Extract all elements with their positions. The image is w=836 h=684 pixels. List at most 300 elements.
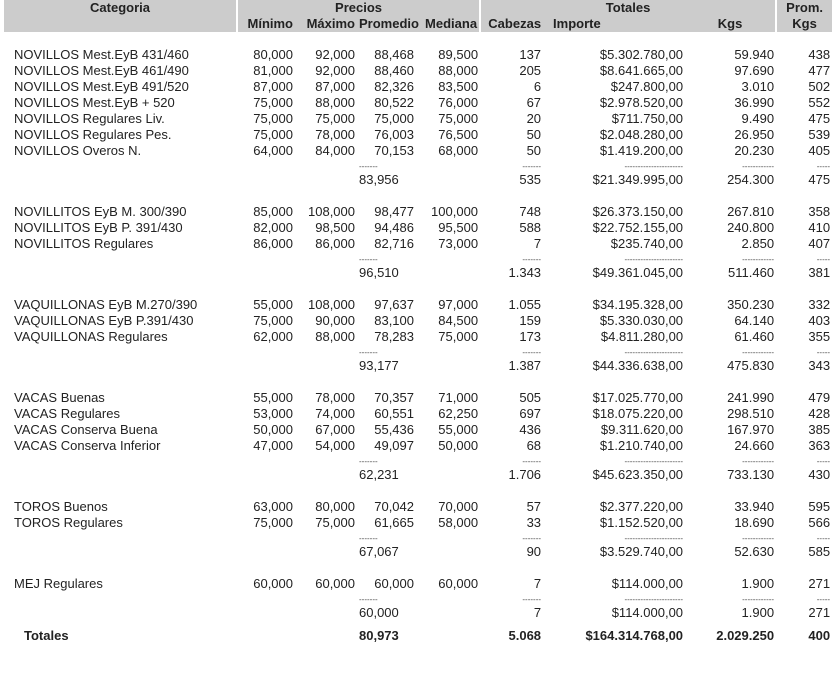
subtotal-importe: $3.529.740,00 — [599, 544, 684, 559]
dash-blank — [4, 592, 237, 604]
mediana-cell: 73,000 — [438, 236, 479, 251]
spacer-cell — [4, 189, 832, 204]
minimo-cell: 55,000 — [253, 297, 293, 312]
category-cell: VACAS Buenas — [14, 390, 105, 405]
subtotal-blank — [416, 171, 480, 189]
mediana-cell: 89,500 — [438, 47, 479, 62]
dash-cabezas: ------- — [522, 595, 542, 604]
spacer-row — [4, 32, 832, 47]
subtotal-blank — [237, 604, 295, 622]
dash-cabezas: ------- — [522, 348, 542, 357]
subtotal-blank — [4, 171, 237, 189]
cabezas-cell: 33 — [526, 515, 542, 530]
category-cell: NOVILLOS Regulares Liv. — [14, 111, 165, 126]
prom-kgs-cell: 355 — [808, 329, 831, 344]
spacer-cell — [4, 375, 832, 390]
kgs-cell: 240.800 — [727, 220, 775, 235]
header-cabezas: Cabezas — [480, 16, 543, 32]
table-row — [4, 143, 832, 159]
importe-cell: $1.152.520,00 — [599, 515, 684, 530]
category-cell: MEJ Regulares — [14, 576, 103, 591]
importe-cell: $1.210.740,00 — [599, 438, 684, 453]
category-cell: NOVILLOS Mest.EyB 431/460 — [14, 47, 189, 62]
subtotal-blank — [237, 264, 295, 282]
subtotal-blank — [295, 357, 357, 375]
promedio-cell: 70,042 — [374, 499, 414, 514]
kgs-cell: 298.510 — [727, 406, 775, 421]
cabezas-cell: 7 — [533, 236, 542, 251]
kgs-cell: 26.950 — [734, 127, 775, 142]
category-cell: VAQUILLONAS EyB M.270/390 — [14, 297, 198, 312]
mediana-cell: 75,000 — [438, 111, 479, 126]
cabezas-cell: 173 — [519, 329, 542, 344]
mediana-cell: 68,000 — [438, 143, 479, 158]
promedio-cell: 82,716 — [374, 236, 414, 251]
category-cell: NOVILLOS Regulares Pes. — [14, 127, 172, 142]
totals-blank — [416, 622, 480, 644]
kgs-cell: 59.940 — [734, 47, 775, 62]
minimo-cell: 75,000 — [253, 127, 293, 142]
importe-cell: $22.752.155,00 — [592, 220, 684, 235]
importe-cell: $17.025.770,00 — [592, 390, 684, 405]
cabezas-cell: 205 — [519, 63, 542, 78]
subtotal-row — [4, 171, 832, 189]
mediana-cell: 100,000 — [431, 204, 479, 219]
maximo-cell: 74,000 — [315, 406, 355, 421]
kgs-cell: 350.230 — [727, 297, 775, 312]
subtotal-blank — [237, 171, 295, 189]
subtotal-kgs: 52.630 — [734, 544, 775, 559]
prom-kgs-cell: 403 — [808, 313, 831, 328]
maximo-cell: 67,000 — [315, 422, 355, 437]
header-promedio: Promedio — [359, 16, 419, 31]
spacer-row — [4, 282, 832, 297]
table-row — [4, 47, 832, 63]
kgs-cell: 64.140 — [734, 313, 775, 328]
minimo-cell: 47,000 — [253, 438, 293, 453]
table-row — [4, 297, 832, 313]
prom-kgs-cell: 385 — [808, 422, 831, 437]
subtotal-blank — [237, 466, 295, 484]
subtotal-blank — [237, 543, 295, 561]
maximo-cell: 92,000 — [315, 63, 355, 78]
category-cell: VACAS Conserva Buena — [14, 422, 158, 437]
prom-kgs-cell: 428 — [808, 406, 831, 421]
maximo-cell: 108,000 — [308, 204, 355, 219]
table-row — [4, 111, 832, 127]
dash-blank — [416, 345, 480, 357]
prom-kgs-cell: 363 — [808, 438, 831, 453]
totals-row — [4, 622, 832, 644]
dash-prom: ----- — [816, 534, 831, 543]
dash-kgs: ------------ — [742, 595, 775, 604]
dash-blank — [237, 345, 295, 357]
prom-kgs-cell: 271 — [808, 576, 831, 591]
kgs-cell: 2.850 — [741, 236, 775, 251]
header-kgs: Kgs — [685, 16, 776, 32]
mediana-cell: 75,000 — [438, 329, 479, 344]
minimo-cell: 64,000 — [253, 143, 293, 158]
prom-kgs-cell: 552 — [808, 95, 831, 110]
prom-kgs-cell: 405 — [808, 143, 831, 158]
spacer-cell — [4, 32, 832, 47]
table-row — [4, 329, 832, 345]
cabezas-cell: 1.055 — [508, 297, 542, 312]
subtotal-prom-kgs: 475 — [808, 172, 831, 187]
table-row — [4, 236, 832, 252]
header-minimo: Mínimo — [237, 16, 295, 32]
promedio-cell: 88,460 — [374, 63, 414, 78]
subtotal-blank — [237, 357, 295, 375]
cabezas-cell: 6 — [533, 79, 542, 94]
kgs-cell: 3.010 — [741, 79, 775, 94]
subtotal-blank — [295, 543, 357, 561]
cabezas-cell: 436 — [519, 422, 542, 437]
spacer-cell — [4, 282, 832, 297]
promedio-cell: 78,283 — [374, 329, 414, 344]
minimo-cell: 62,000 — [253, 329, 293, 344]
cabezas-cell: 67 — [526, 95, 542, 110]
subtotal-blank — [4, 466, 237, 484]
subtotal-promedio: 83,956 — [359, 172, 399, 187]
subtotal-blank — [4, 264, 237, 282]
totals-kgs: 2.029.250 — [716, 628, 775, 643]
importe-cell: $5.302.780,00 — [599, 47, 684, 62]
subtotal-blank — [416, 604, 480, 622]
subtotal-importe: $44.336.638,00 — [592, 358, 684, 373]
prom-kgs-cell: 539 — [808, 127, 831, 142]
subtotal-blank — [4, 604, 237, 622]
dash-kgs: ------------ — [742, 457, 775, 466]
subtotal-cabezas: 1.706 — [508, 467, 542, 482]
table-row — [4, 127, 832, 143]
subtotal-kgs: 1.900 — [741, 605, 775, 620]
dash-blank — [295, 345, 357, 357]
totals-prom-kgs: 400 — [808, 628, 831, 643]
importe-cell: $34.195.328,00 — [592, 297, 684, 312]
importe-cell: $247.800,00 — [610, 79, 684, 94]
dash-blank — [237, 454, 295, 466]
minimo-cell: 55,000 — [253, 390, 293, 405]
subtotal-prom-kgs: 271 — [808, 605, 831, 620]
subtotal-importe: $21.349.995,00 — [592, 172, 684, 187]
header-column-row — [4, 16, 832, 32]
prom-kgs-cell: 479 — [808, 390, 831, 405]
header-blank — [4, 16, 237, 32]
prom-kgs-cell: 477 — [808, 63, 831, 78]
dash-prom: ----- — [816, 595, 831, 604]
maximo-cell: 75,000 — [315, 515, 355, 530]
dash-blank — [416, 592, 480, 604]
dash-cabezas: ------- — [522, 457, 542, 466]
totals-blank — [237, 622, 295, 644]
subtotal-prom-kgs: 343 — [808, 358, 831, 373]
promedio-cell: 70,357 — [374, 390, 414, 405]
subtotal-prom-kgs: 585 — [808, 544, 831, 559]
cabezas-cell: 748 — [519, 204, 542, 219]
table-header — [4, 0, 832, 32]
prom-kgs-cell: 332 — [808, 297, 831, 312]
dash-blank — [416, 531, 480, 543]
cabezas-cell: 68 — [526, 438, 542, 453]
subtotal-importe: $49.361.045,00 — [592, 265, 684, 280]
maximo-cell: 88,000 — [315, 329, 355, 344]
separator-row — [4, 592, 832, 604]
importe-cell: $5.330.030,00 — [599, 313, 684, 328]
table-row — [4, 390, 832, 406]
cabezas-cell: 7 — [533, 576, 542, 591]
dash-importe: ---------------------- — [624, 255, 684, 264]
dash-importe: ---------------------- — [624, 348, 684, 357]
promedio-cell: 55,436 — [374, 422, 414, 437]
subtotal-cabezas: 1.343 — [508, 265, 542, 280]
prom-kgs-cell: 595 — [808, 499, 831, 514]
promedio-cell: 61,665 — [374, 515, 414, 530]
category-cell: VAQUILLONAS EyB P.391/430 — [14, 313, 194, 328]
header-mediana: Mediana — [416, 16, 480, 32]
importe-cell: $235.740,00 — [610, 236, 684, 251]
dash-importe: ---------------------- — [624, 595, 684, 604]
dash-kgs: ------------ — [742, 162, 775, 171]
subtotal-cabezas: 1.387 — [508, 358, 542, 373]
dash-promedio: ------- — [359, 348, 378, 357]
subtotal-cabezas: 90 — [526, 544, 542, 559]
minimo-cell: 86,000 — [253, 236, 293, 251]
maximo-cell: 80,000 — [315, 499, 355, 514]
header-maximo: Máximo — [295, 16, 357, 32]
dash-blank — [4, 252, 237, 264]
dash-blank — [237, 592, 295, 604]
category-cell: NOVILLOS Mest.EyB 461/490 — [14, 63, 189, 78]
dash-blank — [237, 531, 295, 543]
category-cell: TOROS Regulares — [14, 515, 123, 530]
importe-cell: $2.377.220,00 — [599, 499, 684, 514]
maximo-cell: 92,000 — [315, 47, 355, 62]
kgs-cell: 241.990 — [727, 390, 775, 405]
importe-cell: $8.641.665,00 — [599, 63, 684, 78]
separator-row — [4, 531, 832, 543]
table-row — [4, 313, 832, 329]
promedio-cell: 70,153 — [374, 143, 414, 158]
category-cell: NOVILLITOS EyB M. 300/390 — [14, 204, 187, 219]
maximo-cell: 98,500 — [315, 220, 355, 235]
subtotal-kgs: 511.460 — [728, 265, 775, 280]
mediana-cell: 76,000 — [438, 95, 479, 110]
separator-row — [4, 454, 832, 466]
kgs-cell: 18.690 — [734, 515, 775, 530]
dash-prom: ----- — [816, 348, 831, 357]
subtotal-promedio: 93,177 — [359, 358, 399, 373]
maximo-cell: 75,000 — [315, 111, 355, 126]
promedio-cell: 75,000 — [374, 111, 414, 126]
header-categoria: Categoria — [4, 0, 237, 16]
separator-row — [4, 345, 832, 357]
maximo-cell: 84,000 — [315, 143, 355, 158]
dash-cabezas: ------- — [522, 162, 542, 171]
dash-promedio: ------- — [359, 534, 378, 543]
header-group-row — [4, 0, 832, 16]
maximo-cell: 78,000 — [315, 390, 355, 405]
importe-cell: $114.000,00 — [611, 576, 684, 591]
dash-prom: ----- — [816, 457, 831, 466]
spacer-row — [4, 484, 832, 499]
prom-kgs-cell: 566 — [808, 515, 831, 530]
subtotal-promedio: 96,510 — [359, 265, 399, 280]
mediana-cell: 50,000 — [438, 438, 479, 453]
minimo-cell: 87,000 — [253, 79, 293, 94]
subtotal-blank — [4, 357, 237, 375]
promedio-cell: 98,477 — [374, 204, 414, 219]
maximo-cell: 78,000 — [315, 127, 355, 142]
subtotal-blank — [295, 264, 357, 282]
kgs-cell: 61.460 — [734, 329, 775, 344]
dash-blank — [4, 454, 237, 466]
subtotal-blank — [295, 466, 357, 484]
prom-kgs-cell: 407 — [808, 236, 831, 251]
dash-promedio: ------- — [359, 595, 378, 604]
minimo-cell: 75,000 — [253, 515, 293, 530]
subtotal-importe: $45.623.350,00 — [592, 467, 684, 482]
header-prom-kgs: Kgs — [776, 16, 832, 32]
prom-kgs-cell: 358 — [808, 204, 831, 219]
mediana-cell: 88,000 — [438, 63, 479, 78]
table-row — [4, 79, 832, 95]
dash-promedio: ------- — [359, 255, 378, 264]
totals-cabezas: 5.068 — [508, 628, 542, 643]
kgs-cell: 20.230 — [734, 143, 775, 158]
table-row — [4, 515, 832, 531]
spacer-cell — [4, 484, 832, 499]
minimo-cell: 50,000 — [253, 422, 293, 437]
table-row — [4, 220, 832, 236]
category-cell: VACAS Conserva Inferior — [14, 438, 161, 453]
minimo-cell: 60,000 — [253, 576, 293, 591]
minimo-cell: 82,000 — [253, 220, 293, 235]
dash-blank — [295, 252, 357, 264]
dash-prom: ----- — [816, 255, 831, 264]
category-cell: VACAS Regulares — [14, 406, 120, 421]
dash-blank — [416, 159, 480, 171]
dash-promedio: ------- — [359, 162, 378, 171]
subtotal-row — [4, 264, 832, 282]
table-row — [4, 576, 832, 592]
dash-blank — [4, 531, 237, 543]
promedio-cell: 76,003 — [374, 127, 414, 142]
promedio-cell: 49,097 — [374, 438, 414, 453]
dash-kgs: ------------ — [742, 255, 775, 264]
maximo-cell: 90,000 — [315, 313, 355, 328]
minimo-cell: 75,000 — [253, 111, 293, 126]
category-cell: NOVILLOS Mest.EyB 491/520 — [14, 79, 189, 94]
prices-table — [4, 0, 832, 644]
promedio-cell: 80,522 — [374, 95, 414, 110]
dash-blank — [237, 159, 295, 171]
promedio-cell: 83,100 — [374, 313, 414, 328]
subtotal-row — [4, 604, 832, 622]
importe-cell: $711.750,00 — [611, 111, 684, 126]
cabezas-cell: 697 — [519, 406, 542, 421]
category-cell: NOVILLOS Overos N. — [14, 143, 142, 158]
dash-blank — [237, 252, 295, 264]
importe-cell: $26.373.150,00 — [592, 204, 684, 219]
header-totales: Totales — [480, 0, 776, 16]
promedio-cell: 97,637 — [374, 297, 414, 312]
dash-blank — [4, 159, 237, 171]
dash-importe: ---------------------- — [624, 162, 684, 171]
kgs-cell: 36.990 — [734, 95, 775, 110]
promedio-cell: 82,326 — [374, 79, 414, 94]
mediana-cell: 95,500 — [438, 220, 479, 235]
mediana-cell: 70,000 — [438, 499, 479, 514]
cabezas-cell: 57 — [526, 499, 542, 514]
importe-cell: $18.075.220,00 — [592, 406, 684, 421]
cabezas-cell: 20 — [526, 111, 542, 126]
dash-blank — [416, 454, 480, 466]
table-row — [4, 406, 832, 422]
subtotal-row — [4, 543, 832, 561]
cabezas-cell: 588 — [519, 220, 542, 235]
subtotal-blank — [416, 264, 480, 282]
importe-cell: $4.811.280,00 — [600, 329, 684, 344]
subtotal-blank — [416, 466, 480, 484]
dash-blank — [295, 454, 357, 466]
prom-kgs-cell: 438 — [808, 47, 831, 62]
totals-blank — [295, 622, 357, 644]
table-row — [4, 438, 832, 454]
category-cell: NOVILLITOS EyB P. 391/430 — [14, 220, 183, 235]
mediana-cell: 60,000 — [438, 576, 479, 591]
table-row — [4, 204, 832, 220]
separator-row — [4, 252, 832, 264]
kgs-cell: 33.940 — [734, 499, 775, 514]
mediana-cell: 83,500 — [438, 79, 479, 94]
importe-cell: $1.419.200,00 — [599, 143, 684, 158]
table-body — [4, 32, 832, 644]
maximo-cell: 54,000 — [315, 438, 355, 453]
maximo-cell: 60,000 — [315, 576, 355, 591]
separator-row — [4, 159, 832, 171]
header-prom: Prom. — [776, 0, 832, 16]
totals-importe: $164.314.768,00 — [585, 628, 684, 643]
spacer-cell — [4, 561, 832, 576]
subtotal-prom-kgs: 381 — [808, 265, 831, 280]
cabezas-cell: 50 — [526, 143, 542, 158]
cabezas-cell: 137 — [519, 47, 542, 62]
subtotal-row — [4, 466, 832, 484]
header-importe: Importe — [543, 16, 685, 32]
dash-kgs: ------------ — [742, 348, 775, 357]
category-cell: NOVILLOS Mest.EyB + 520 — [14, 95, 175, 110]
maximo-cell: 86,000 — [315, 236, 355, 251]
promedio-cell: 88,468 — [374, 47, 414, 62]
dash-promedio: ------- — [359, 457, 378, 466]
subtotal-blank — [295, 604, 357, 622]
minimo-cell: 53,000 — [253, 406, 293, 421]
prom-kgs-cell: 502 — [808, 79, 831, 94]
importe-cell: $2.048.280,00 — [599, 127, 684, 142]
subtotal-importe: $114.000,00 — [611, 605, 684, 620]
mediana-cell: 62,250 — [438, 406, 479, 421]
prom-kgs-cell: 410 — [808, 220, 831, 235]
promedio-cell: 60,551 — [374, 406, 414, 421]
subtotal-cabezas: 7 — [533, 605, 542, 620]
mediana-cell: 84,500 — [438, 313, 479, 328]
subtotal-kgs: 733.130 — [727, 467, 775, 482]
importe-cell: $9.311.620,00 — [600, 422, 684, 437]
spacer-row — [4, 561, 832, 576]
minimo-cell: 80,000 — [253, 47, 293, 62]
subtotal-promedio: 67,067 — [359, 544, 399, 559]
